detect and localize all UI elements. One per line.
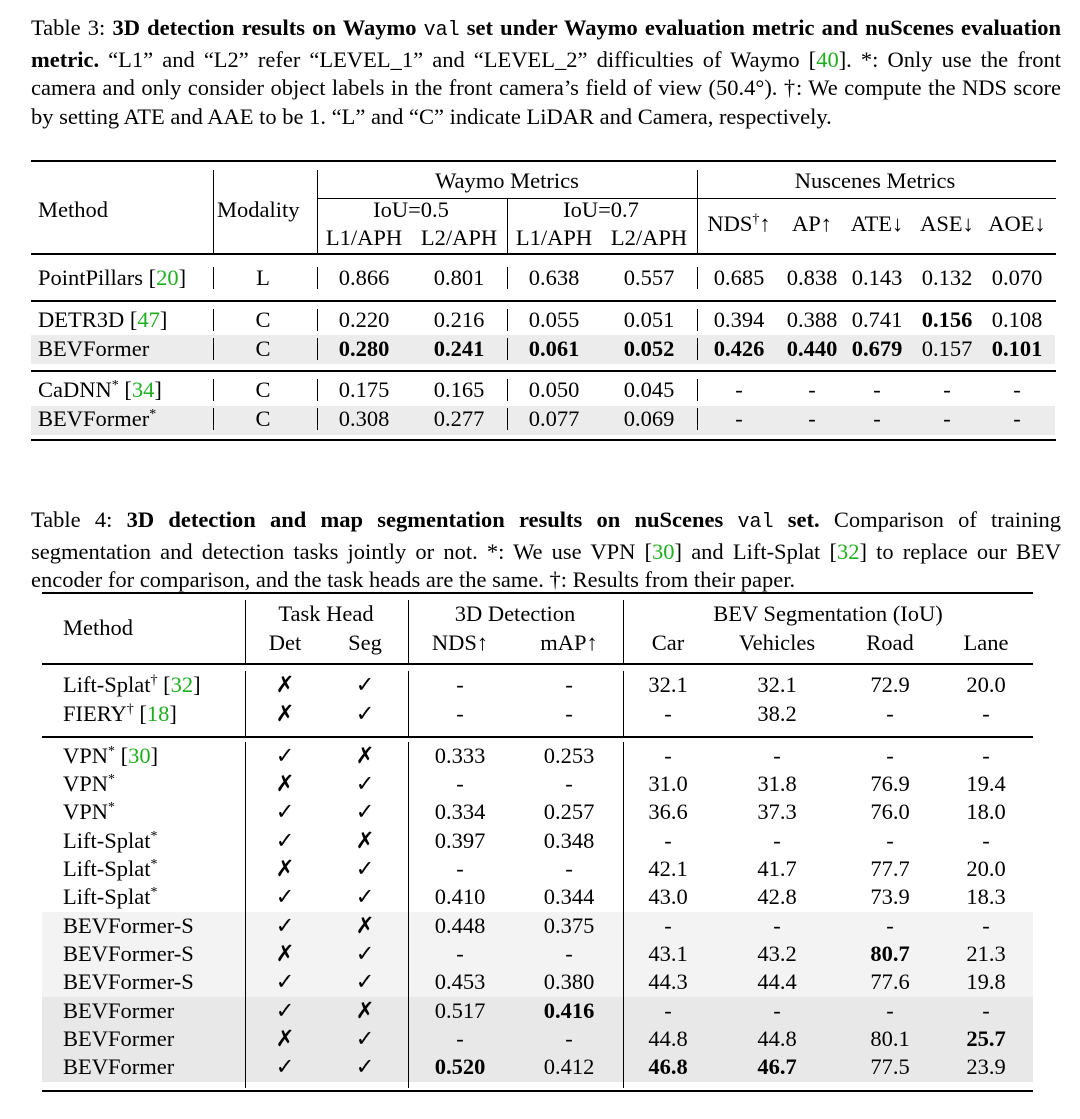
table3-row-rule — [31, 300, 1056, 302]
table3-vline — [213, 379, 214, 401]
table4-det-mark: ✗ — [275, 771, 295, 796]
table4-det-mark: ✓ — [275, 828, 295, 853]
table3-title-part2: set under Waymo evaluation metric and nuScenes evaluation metric. — [31, 15, 1062, 72]
table3-vline — [317, 338, 318, 360]
table4-car-cell: 36.6 — [648, 799, 688, 824]
table4-title-mono: val — [737, 511, 774, 534]
table4-lane-cell: 18.0 — [966, 799, 1006, 824]
table4-det-mark: ✓ — [275, 799, 295, 824]
table4-det-mark: ✓ — [275, 969, 295, 994]
table3-top-rule — [31, 160, 1056, 162]
table3-value-cell: - — [735, 377, 743, 402]
table4-car-cell: 43.1 — [648, 941, 688, 966]
table4-seg-mark: ✓ — [355, 969, 375, 994]
table3-value-cell: - — [873, 377, 881, 402]
citation-link[interactable]: 18 — [146, 701, 170, 726]
table3-method-cell: DETR3D [47] — [38, 307, 168, 332]
table3-vline — [697, 267, 698, 289]
table4-car-cell: 42.1 — [648, 856, 688, 881]
table4-vline — [623, 600, 624, 663]
table4-car-cell: 46.8 — [648, 1054, 688, 1079]
table4-road-cell: 73.9 — [870, 884, 910, 909]
table4-nds-cell: - — [456, 771, 464, 796]
table3-vline — [213, 267, 214, 289]
table3-vline — [697, 170, 698, 253]
table3-value-cell: 0.280 — [338, 336, 390, 361]
table4-caption-text1: Comparison of training segmentation and detection tasks jointly or not. *: We use VPN [ — [31, 507, 1062, 564]
table4-lane-cell: - — [982, 743, 990, 768]
table3-value-cell: 0.175 — [338, 377, 390, 402]
table4-vehicles-cell: 38.2 — [757, 701, 797, 726]
table3-modality-cell: C — [255, 406, 271, 431]
table4-bottom-rule — [42, 1090, 1033, 1092]
table4-seg-mark: ✓ — [355, 856, 375, 881]
table3-value-cell: 0.051 — [623, 307, 675, 332]
table3-value-cell: 0.685 — [713, 265, 765, 290]
table4-det-mark: ✓ — [275, 884, 295, 909]
table4-header-vehicles: Vehicles — [738, 630, 816, 655]
table3-value-cell: 0.157 — [921, 336, 973, 361]
table4-method-cell: VPN* [30] — [63, 743, 159, 768]
table4-header-nds: NDS↑ — [431, 630, 489, 655]
table4-road-cell: 72.9 — [870, 672, 910, 697]
table4-seg-mark: ✓ — [355, 701, 375, 726]
table4-vehicles-cell: 32.1 — [757, 672, 797, 697]
table4-road-cell: 76.9 — [870, 771, 910, 796]
table3-value-cell: 0.061 — [528, 336, 580, 361]
table4-det-mark: ✗ — [275, 701, 295, 726]
table4-header-task-head: Task Head — [278, 601, 374, 626]
table4-vehicles-cell: 42.8 — [757, 884, 797, 909]
table4-det-mark: ✓ — [275, 743, 295, 768]
table3-vline — [213, 408, 214, 430]
table3-value-cell: - — [808, 406, 816, 431]
table3-value-cell: 0.156 — [921, 307, 973, 332]
table4-title: 3D detection and map segmentation results on nuScenes — [126, 507, 724, 532]
table4-seg-mark: ✓ — [355, 1054, 375, 1079]
table4-road-cell: - — [886, 913, 894, 938]
table4-title-part2: set. — [787, 507, 820, 532]
table4-road-cell: - — [886, 828, 894, 853]
table4-lane-cell: - — [982, 998, 990, 1023]
table4-det-mark: ✓ — [275, 1054, 295, 1079]
table3-value-cell: 0.069 — [623, 406, 675, 431]
table4-seg-mark: ✗ — [355, 828, 375, 853]
table4-road-cell: - — [886, 701, 894, 726]
table4-header-bev-seg: BEV Segmentation (IoU) — [713, 601, 943, 626]
table3-header-aoe: AOE↓ — [988, 211, 1046, 236]
table3-vline — [507, 198, 508, 253]
table4-method-cell: BEVFormer — [63, 1026, 175, 1051]
table4-caption-text3: ] to replace our BEV encoder for comparison, and the task heads are the same. †: Results from their paper. — [31, 538, 1061, 592]
table3-value-cell: 0.050 — [528, 377, 580, 402]
table4-method-cell: BEVFormer-S — [63, 969, 194, 994]
table3-header-nds: NDS†↑ — [707, 211, 771, 236]
table4-seg-mark: ✓ — [355, 799, 375, 824]
table4-vehicles-cell: 37.3 — [757, 799, 797, 824]
table4-header-seg: Seg — [348, 630, 382, 655]
table4-vehicles-cell: - — [773, 998, 781, 1023]
table3-value-cell: 0.220 — [338, 307, 390, 332]
table4-method-cell: BEVFormer — [63, 1054, 175, 1079]
table4-seg-mark: ✓ — [355, 884, 375, 909]
citation-link[interactable]: 32 — [170, 672, 194, 697]
table4-row-rule — [42, 736, 1033, 738]
table4-map-cell: 0.257 — [543, 799, 595, 824]
table3-value-cell: 0.055 — [528, 307, 580, 332]
table3-value-cell: 0.638 — [528, 265, 580, 290]
table3-row-rule — [31, 370, 1056, 372]
table4-vline — [623, 671, 624, 736]
table3-modality-cell: C — [255, 377, 271, 402]
table4-map-cell: - — [565, 856, 573, 881]
table4-road-cell: 80.7 — [870, 941, 910, 966]
table3-value-cell: 0.143 — [851, 265, 903, 290]
table3-vline — [213, 309, 214, 331]
table4-map-cell: 0.412 — [543, 1054, 595, 1079]
table3-method-cell: BEVFormer — [38, 336, 150, 361]
table3-vline — [697, 408, 698, 430]
table4-seg-mark: ✗ — [355, 743, 375, 768]
table4-det-mark: ✗ — [275, 941, 295, 966]
table4-seg-mark: ✓ — [355, 771, 375, 796]
table4-seg-mark: ✓ — [355, 672, 375, 697]
table4-method-cell: Lift-Splat* — [63, 828, 158, 853]
table3-value-cell: 0.308 — [338, 406, 390, 431]
table3-caption — [31, 14, 1061, 131]
table4-label: Table 4: — [31, 507, 113, 532]
table3-header-l1aph: L1/APH — [325, 225, 403, 250]
table4-vehicles-cell: 44.4 — [757, 969, 797, 994]
table4-road-cell: 76.0 — [870, 799, 910, 824]
table4-nds-cell: 0.333 — [434, 743, 486, 768]
table4-seg-mark: ✓ — [355, 941, 375, 966]
table4-vline — [408, 671, 409, 736]
table4-map-cell: 0.416 — [543, 998, 595, 1023]
table4-method-cell: BEVFormer-S — [63, 941, 194, 966]
table3-label: Table 3: — [31, 15, 106, 40]
table3-header-l2aph: L2/APH — [610, 225, 688, 250]
table3-header-waymo: Waymo Metrics — [435, 168, 579, 193]
table4-map-cell: - — [565, 701, 573, 726]
table4-det-mark: ✓ — [275, 913, 295, 938]
table3-value-cell: - — [735, 406, 743, 431]
citation-link[interactable]: 34 — [131, 377, 155, 402]
table4-nds-cell: 0.410 — [434, 884, 486, 909]
table4-lane-cell: 19.4 — [966, 771, 1006, 796]
table3-header-nuscenes: Nuscenes Metrics — [794, 168, 956, 193]
table3-value-cell: 0.557 — [623, 265, 675, 290]
table4-header-method: Method — [63, 615, 133, 640]
table3-vline — [507, 408, 508, 430]
table3-value-cell: 0.679 — [851, 336, 903, 361]
table3-vline — [507, 309, 508, 331]
table4-method-cell: Lift-Splat† [32] — [63, 672, 201, 697]
table3-value-cell: 0.216 — [433, 307, 485, 332]
table4-vehicles-cell: 31.8 — [757, 771, 797, 796]
table3-modality-cell: L — [256, 265, 270, 290]
table3-nuscenes-rule — [697, 198, 1056, 199]
table3-vline — [317, 170, 318, 253]
table3-vline — [213, 170, 214, 253]
table3-value-cell: 0.070 — [991, 265, 1043, 290]
table4-map-cell: 0.380 — [543, 969, 595, 994]
table3-header-rule — [31, 253, 1056, 255]
table4-nds-cell: 0.334 — [434, 799, 486, 824]
table4-nds-cell: 0.397 — [434, 828, 486, 853]
table3-value-cell: 0.165 — [433, 377, 485, 402]
table4-vline — [245, 600, 246, 663]
table3-value-cell: 0.866 — [338, 265, 390, 290]
table4-vline — [623, 742, 624, 1088]
table4-lane-cell: 25.7 — [966, 1026, 1006, 1051]
table3-vline — [507, 267, 508, 289]
table3-header-iou07: IoU=0.7 — [563, 197, 639, 222]
table3-method-cell: CaDNN* [34] — [38, 377, 162, 402]
table4-car-cell: 43.0 — [648, 884, 688, 909]
table4-nds-cell: 0.520 — [434, 1054, 486, 1079]
table3-vline — [507, 338, 508, 360]
table4-method-cell: BEVFormer-S — [63, 913, 194, 938]
table4-seg-mark: ✓ — [355, 1026, 375, 1051]
table4-det-mark: ✓ — [275, 998, 295, 1023]
table4-nds-cell: - — [456, 941, 464, 966]
table4-road-cell: 77.5 — [870, 1054, 910, 1079]
table4-header-car: Car — [651, 630, 685, 655]
citation-link[interactable]: 40 — [816, 46, 839, 72]
table3-vline — [697, 379, 698, 401]
table4-nds-cell: 0.448 — [434, 913, 486, 938]
table4-vehicles-cell: - — [773, 913, 781, 938]
table4-lane-cell: 20.0 — [966, 672, 1006, 697]
table3-header-ase: ASE↓ — [920, 211, 974, 236]
table4-header-road: Road — [866, 630, 914, 655]
table3-value-cell: 0.426 — [713, 336, 765, 361]
table4-method-cell: Lift-Splat* — [63, 856, 158, 881]
table4-map-cell: 0.348 — [543, 828, 595, 853]
table3-value-cell: 0.277 — [433, 406, 485, 431]
table3-vline — [507, 379, 508, 401]
table4-caption-text2: ] and Lift-Splat [ — [674, 538, 837, 564]
table3-vline — [697, 309, 698, 331]
table4-lane-cell: - — [982, 701, 990, 726]
table3-title-part1: 3D detection results on Waymo — [112, 15, 417, 40]
table4-seg-mark: ✗ — [355, 998, 375, 1023]
table4-vehicles-cell: 43.2 — [757, 941, 797, 966]
table4-nds-cell: - — [456, 701, 464, 726]
table4-lane-cell: 18.3 — [966, 884, 1006, 909]
table3-modality-cell: C — [255, 336, 271, 361]
table4-map-cell: 0.375 — [543, 913, 595, 938]
table4-vehicles-cell: 41.7 — [757, 856, 797, 881]
table3-method-cell: BEVFormer* — [38, 406, 157, 431]
citation-link[interactable]: 30 — [128, 743, 151, 768]
table4-nds-cell: - — [456, 672, 464, 697]
table3-header-iou05: IoU=0.5 — [373, 197, 449, 222]
table3-header-l2aph: L2/APH — [420, 225, 498, 250]
table4-lane-cell: 19.8 — [966, 969, 1006, 994]
table4-method-cell: BEVFormer — [63, 998, 175, 1023]
table4-car-cell: - — [664, 998, 672, 1023]
table4-map-cell: 0.344 — [543, 884, 595, 909]
table4-nds-cell: - — [456, 856, 464, 881]
table4-top-rule — [42, 592, 1033, 594]
table3-method-cell: PointPillars [20] — [38, 265, 187, 290]
table4-method-cell: VPN* — [63, 799, 116, 824]
table4-car-cell: - — [664, 743, 672, 768]
table4-car-cell: 44.8 — [648, 1026, 688, 1051]
table3-value-cell: 0.394 — [713, 307, 765, 332]
table3-header-method: Method — [38, 197, 108, 222]
table3-caption-text2: ]. *: Only use the front camera and only consider object labels in the front camera’s field of view (50.4°). †: We compute the NDS score by setting ATE and AAE to be 1. “L” and “C” indicate LiDAR and Camera, respectively. — [31, 46, 1061, 129]
table4-method-cell: Lift-Splat* — [63, 884, 158, 909]
table4-method-cell: FIERY† [18] — [63, 701, 177, 726]
citation-link[interactable]: 30 — [652, 538, 675, 564]
table4-map-cell: - — [565, 941, 573, 966]
table4-header-det: Det — [268, 630, 302, 655]
table3-vline — [213, 338, 214, 360]
table3-value-cell: - — [1013, 406, 1021, 431]
table4-header-map: mAP↑ — [540, 630, 598, 655]
table4-header-lane: Lane — [963, 630, 1009, 655]
table4-lane-cell: - — [982, 913, 990, 938]
table3-header-ate: ATE↓ — [850, 211, 904, 236]
table3-title-mono: val — [423, 19, 460, 42]
table3-header-ap: AP↑ — [791, 211, 833, 236]
table3-value-cell: 0.801 — [433, 265, 485, 290]
table4-lane-cell: - — [982, 828, 990, 853]
table4-car-cell: - — [664, 701, 672, 726]
table4-det-mark: ✗ — [275, 672, 295, 697]
table4-car-cell: - — [664, 913, 672, 938]
table3-vline — [317, 309, 318, 331]
table3-value-cell: - — [1013, 377, 1021, 402]
table3-value-cell: 0.052 — [623, 336, 675, 361]
table3-value-cell: - — [943, 406, 951, 431]
table4-car-cell: 31.0 — [648, 771, 688, 796]
table3-value-cell: - — [943, 377, 951, 402]
table4-det-mark: ✗ — [275, 856, 295, 881]
table4-road-cell: - — [886, 743, 894, 768]
table3-header-l1aph: L1/APH — [515, 225, 593, 250]
table4-vline — [408, 600, 409, 663]
table3-value-cell: 0.132 — [921, 265, 973, 290]
table4-map-cell: - — [565, 1026, 573, 1051]
citation-link[interactable]: 20 — [156, 265, 179, 290]
table4-vehicles-cell: 44.8 — [757, 1026, 797, 1051]
table4-vline — [245, 671, 246, 736]
table4-map-cell: - — [565, 771, 573, 796]
table4-nds-cell: - — [456, 1026, 464, 1051]
table3-value-cell: 0.388 — [786, 307, 838, 332]
table3-value-cell: 0.077 — [528, 406, 580, 431]
table4-vehicles-cell: 46.7 — [757, 1054, 797, 1079]
table4-lane-cell: 23.9 — [966, 1054, 1006, 1079]
table4-road-cell: - — [886, 998, 894, 1023]
table4-map-cell: - — [565, 672, 573, 697]
table4-lane-cell: 20.0 — [966, 856, 1006, 881]
table4-header-rule — [42, 663, 1033, 665]
table3-value-cell: 0.108 — [991, 307, 1043, 332]
table4-seg-mark: ✗ — [355, 913, 375, 938]
table4-car-cell: 44.3 — [648, 969, 688, 994]
table4-car-cell: - — [664, 828, 672, 853]
table4-road-cell: 80.1 — [870, 1026, 910, 1051]
table3-value-cell: 0.101 — [991, 336, 1043, 361]
table3-bottom-rule — [31, 439, 1056, 441]
table3-vline — [317, 267, 318, 289]
table4-road-cell: 77.6 — [870, 969, 910, 994]
table4-method-cell: VPN* — [63, 771, 116, 796]
citation-link[interactable]: 47 — [137, 307, 160, 332]
table3-modality-cell: C — [255, 307, 271, 332]
table4-vehicles-cell: - — [773, 743, 781, 768]
table3-value-cell: - — [873, 406, 881, 431]
table4-nds-cell: 0.517 — [434, 998, 486, 1023]
table4-nds-cell: 0.453 — [434, 969, 486, 994]
table4-det-mark: ✗ — [275, 1026, 295, 1051]
table3-value-cell: - — [808, 377, 816, 402]
table4-vline — [245, 742, 246, 1088]
table4-car-cell: 32.1 — [648, 672, 688, 697]
table3-value-cell: 0.241 — [433, 336, 485, 361]
table3-vline — [697, 338, 698, 360]
citation-link[interactable]: 32 — [836, 538, 860, 564]
table3-value-cell: 0.440 — [786, 336, 838, 361]
table4-road-cell: 77.7 — [870, 856, 910, 881]
table3-vline — [317, 408, 318, 430]
table3-value-cell: 0.838 — [786, 265, 838, 290]
table3-header-modality: Modality — [217, 197, 300, 222]
table3-caption-text1: “L1” and “L2” refer “LEVEL_1” and “LEVEL_2” difficulties of Waymo [ — [108, 46, 817, 72]
table4-vline — [408, 742, 409, 1088]
table3-vline — [317, 379, 318, 401]
table4-map-cell: 0.253 — [543, 743, 595, 768]
table4-lane-cell: 21.3 — [966, 941, 1006, 966]
table3-value-cell: 0.741 — [851, 307, 903, 332]
table3-value-cell: 0.045 — [623, 377, 675, 402]
table4-header-3d-detection: 3D Detection — [454, 601, 576, 626]
table4-caption — [31, 506, 1061, 595]
table4-vehicles-cell: - — [773, 828, 781, 853]
